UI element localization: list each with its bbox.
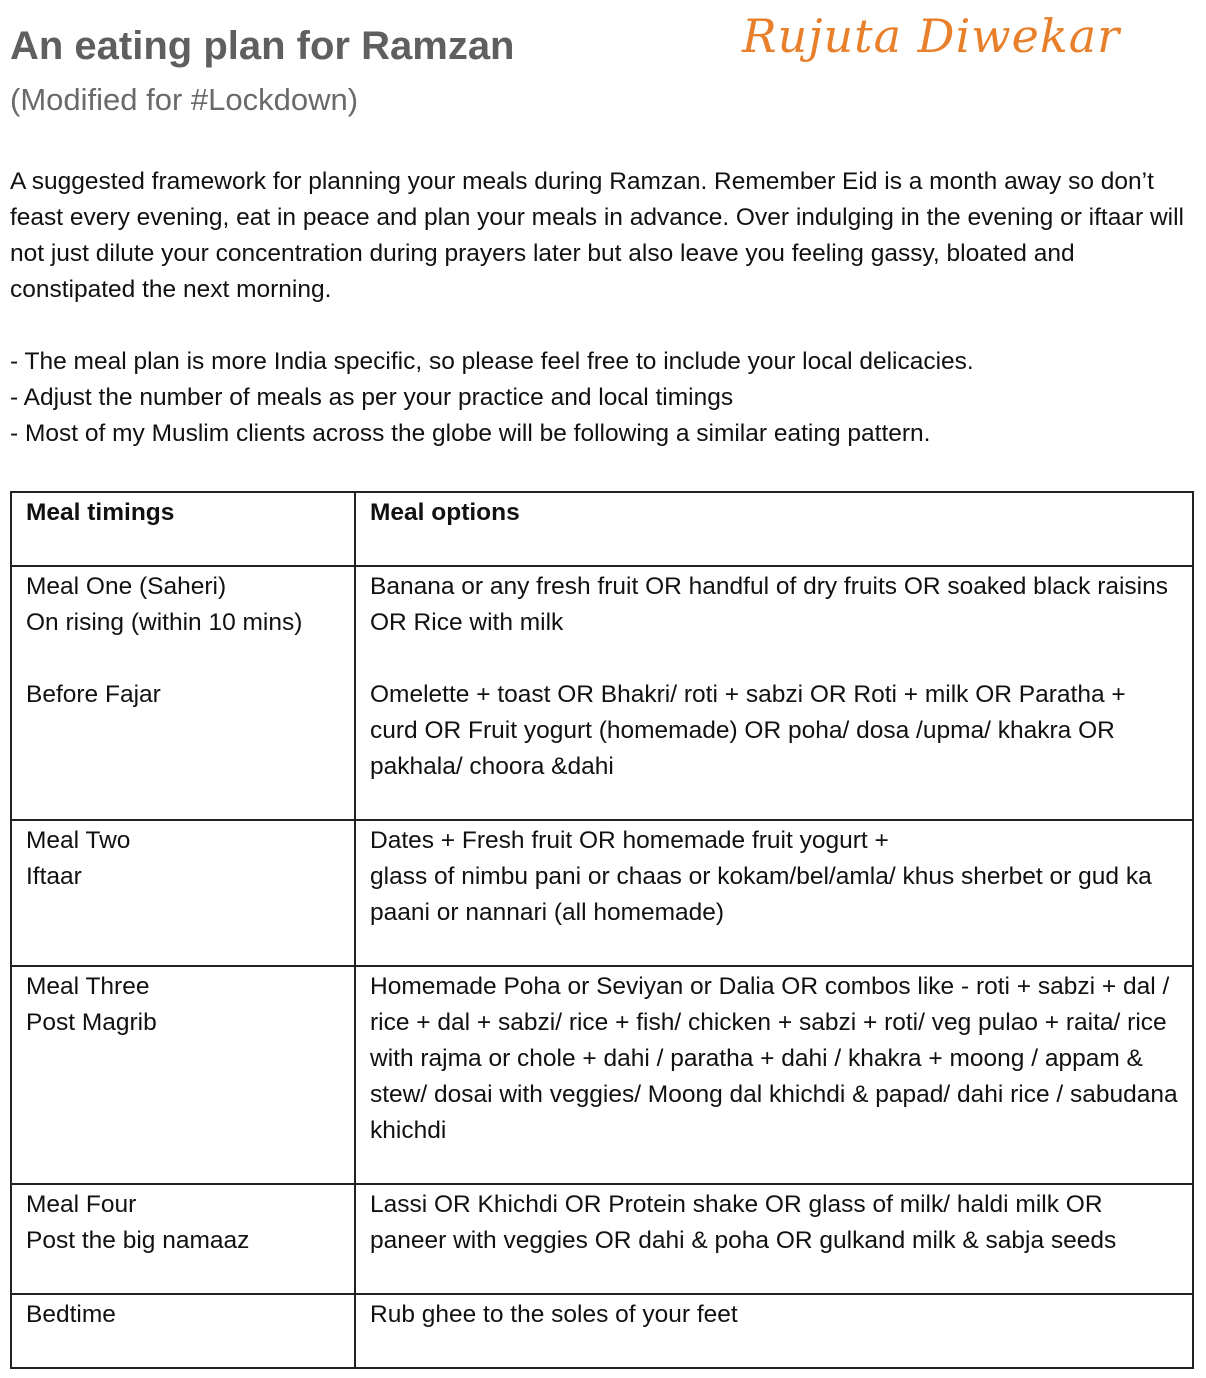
note-item: - Adjust the number of meals as per your practice and local timings [10,384,734,411]
brand-signature-logo [736,0,1136,80]
meal-option: Rub ghee to the soles of your feet [370,1301,738,1328]
notes-list [10,344,1200,452]
note-item: - Most of my Muslim clients across the globe will be following a similar eating pattern. [10,420,931,447]
meal-options-cell [355,966,1193,1184]
meal-timing: Post the big namaaz [26,1227,250,1254]
meal-plan-table [10,491,1194,1369]
meal-options-cell [355,820,1193,966]
meal-timing-cell [11,1294,355,1368]
header-meal-options: Meal options [355,492,1193,566]
meal-option: Homemade Poha or Seviyan or Dalia OR combos like - roti + sabzi + dal / rice + dal + sabzi/ rice + fish/ chicken + sabzi + roti/ veg pulao + raita/ rice with rajma or chole + dahi / paratha + dahi / khakra + moong / appam & stew/ dosai with veggies/ Moong dal khichdi & papad/ dahi rice / sabudana khichdi [370,973,1178,1144]
meal-timing-cell [11,1184,355,1294]
header-meal-timings: Meal timings [11,492,355,566]
meal-option: Dates + Fresh fruit OR homemade fruit yogurt + [370,827,889,854]
meal-option: Omelette + toast OR Bhakri/ roti + sabzi OR Roti + milk OR Paratha + curd OR Fruit yogurt (homemade) OR poha/ dosa /upma/ khakra OR pakhala/ choora &dahi [370,681,1126,780]
meal-timing: Post Magrib [26,1009,157,1036]
meal-name: Meal One (Saheri) [26,573,227,600]
table-header-row [11,492,1193,566]
meal-options-cell [355,566,1193,820]
table-row [11,566,1193,820]
note-item: - The meal plan is more India specific, so please feel free to include your local delicacies. [10,348,974,375]
page-subtitle: (Modified for #Lockdown) [10,82,359,117]
meal-timing-cell [11,966,355,1184]
meal-name: Bedtime [26,1301,116,1328]
logo-text: Rujuta Diwekar [742,9,1121,63]
meal-timing-cell [11,566,355,820]
meal-option: Lassi OR Khichdi OR Protein shake OR glass of milk/ haldi milk OR paneer with veggies OR dahi & poha OR gulkand milk & sabja seeds [370,1191,1117,1254]
page-title: An eating plan for Ramzan [10,24,515,68]
meal-timing: On rising (within 10 mins) [26,609,303,636]
intro-text: A suggested framework for planning your meals during Ramzan. Remember Eid is a month away so don’t feast every evening, eat in peace and plan your meals in advance. Over indulging in the evening or iftaar will not just dilute your concentration during prayers later but also leave you feeling gassy, bloated and constipated the next morning. [10,168,1184,303]
intro-paragraph [10,164,1202,308]
table-row [11,1184,1193,1294]
meal-timing-cell [11,820,355,966]
table-row [11,820,1193,966]
meal-option: glass of nimbu pani or chaas or kokam/bel/amla/ khus sherbet or gud ka paani or nannari (all homemade) [370,863,1152,926]
meal-timing: Iftaar [26,863,82,890]
meal-option: Banana or any fresh fruit OR handful of dry fruits OR soaked black raisins OR Rice with milk [370,573,1168,636]
table-row [11,966,1193,1184]
meal-timing: Before Fajar [26,681,161,708]
table-row [11,1294,1193,1368]
meal-name: Meal Four [26,1191,137,1218]
meal-name: Meal Two [26,827,131,854]
meal-name: Meal Three [26,973,150,1000]
meal-options-cell [355,1294,1193,1368]
meal-options-cell [355,1184,1193,1294]
